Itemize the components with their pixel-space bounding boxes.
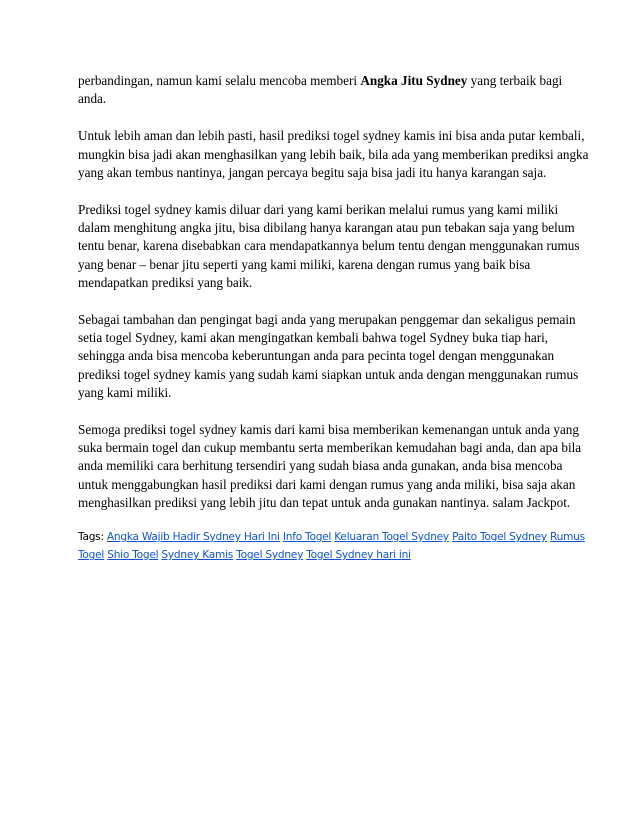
tags-line: [78, 546, 566, 564]
text-line: [78, 494, 571, 512]
text-line: [78, 164, 566, 182]
text-run: prediksi togel sydney kamis yang sudah kami siapkan untuk anda dengan menggunakan rumus: [78, 366, 579, 382]
text-line: [78, 201, 566, 219]
text-run: untuk menggabungkan hasil prediksi dari kami dengan rumus yang anda miliki, bisa saja akan: [78, 476, 576, 492]
paragraph: [78, 311, 579, 402]
bold-keyword: Angka Jitu Sydney: [360, 73, 468, 88]
text-line: [78, 146, 589, 164]
text-line: [78, 256, 566, 274]
text-run: Semoga prediksi togel sydney kamis dari kami bisa memberikan kemenangan untuk anda yang: [78, 422, 579, 438]
article-body: [78, 72, 589, 512]
text-run: mungkin bisa jadi akan menghasilkan yang lebih baik, bila ada yang memberikan prediksi angka: [78, 146, 589, 162]
tag-link[interactable]: Angka Wajib Hadir Sydney Hari Ini: [106, 531, 280, 544]
text-line: [78, 311, 576, 329]
text-line: [78, 366, 579, 384]
text-line: [78, 347, 566, 365]
tag-link[interactable]: Togel: [78, 549, 105, 562]
text-run: setia togel Sydney, kami akan mengingatkan kembali bahwa togel Sydney buka tiap hari,: [78, 330, 549, 346]
text-line: [78, 329, 566, 347]
text-run: Sebagai tambahan dan pengingat bagi anda yang merupakan penggemar dan sekaligus pemain: [78, 312, 576, 328]
text-line: [78, 274, 566, 292]
paragraph: [78, 127, 589, 182]
text-run: Prediksi togel sydney kamis diluar dari yang kami berikan melalui rumus yang kami miliki: [78, 202, 559, 218]
text-run: mendapatkan prediksi yang baik.: [78, 274, 253, 290]
text-run: perbandingan, namun kami selalu mencoba memberi: [78, 73, 361, 88]
paragraph: [78, 72, 566, 108]
text-line: [78, 127, 585, 145]
text-line: [78, 90, 566, 108]
text-run: Untuk lebih aman dan lebih pasti, hasil prediksi togel sydney kamis ini bisa anda putar kembali,: [78, 128, 585, 144]
text-run: menghasilkan prediksi yang lebih jitu dan tepat untuk anda gunakan nantinya. salam Jackpot.: [78, 494, 571, 510]
tag-link[interactable]: Togel Sydney: [236, 549, 304, 562]
text-line: [78, 219, 575, 237]
text-line: [78, 457, 566, 475]
text-run: yang benar – benar jitu seperti yang kami miliki, karena dengan rumus yang baik bisa: [78, 256, 531, 272]
tag-link[interactable]: Sydney Kamis: [161, 549, 234, 562]
text-line: [78, 476, 576, 494]
text-line: [78, 421, 579, 439]
tags-line: [78, 528, 585, 546]
tag-link[interactable]: Shio Togel: [107, 549, 159, 562]
text-run: suka bermain togel dan cukup membantu serta memberikan kemudahan bagi anda, dan apa bila: [78, 440, 582, 456]
document-page: [78, 72, 589, 564]
paragraph: [78, 201, 580, 292]
text-run: yang akan tembus nantinya, jangan percaya begitu saja bisa jadi itu hanya karangan saja.: [78, 164, 547, 180]
tag-link[interactable]: Paito Togel Sydney: [452, 531, 547, 544]
tag-link[interactable]: Togel Sydney hari ini: [306, 549, 411, 562]
tags-label: Tags:: [78, 531, 107, 544]
text-line: [78, 72, 566, 90]
text-run: tentu benar, karena disebabkan cara mendapatkannya belum tentu dengan menggunakan rumus: [78, 238, 580, 254]
text-line: [78, 439, 582, 457]
text-run: sehingga anda bisa mencoba keberuntungan anda para pecinta togel dengan menggunakan: [78, 348, 555, 364]
tag-link[interactable]: Rumus: [550, 531, 585, 544]
tag-link[interactable]: Keluaran Togel Sydney: [334, 531, 449, 544]
text-run: yang kami miliki.: [78, 384, 172, 400]
text-run: dalam menghitung angka jitu, bisa dibilang hanya karangan atau pun tebakan saja yang belum: [78, 220, 575, 236]
tag-link[interactable]: Info Togel: [282, 531, 332, 544]
text-run: anda memiliki cara berhitung tersendiri yang sudah biasa anda gunakan, anda bisa mencoba: [78, 458, 563, 474]
paragraph: [78, 421, 582, 512]
text-line: [78, 237, 580, 255]
tags-section: [78, 528, 585, 564]
text-line: [78, 384, 566, 402]
text-run: anda.: [78, 91, 107, 107]
text-run: yang terbaik bagi: [467, 73, 563, 88]
